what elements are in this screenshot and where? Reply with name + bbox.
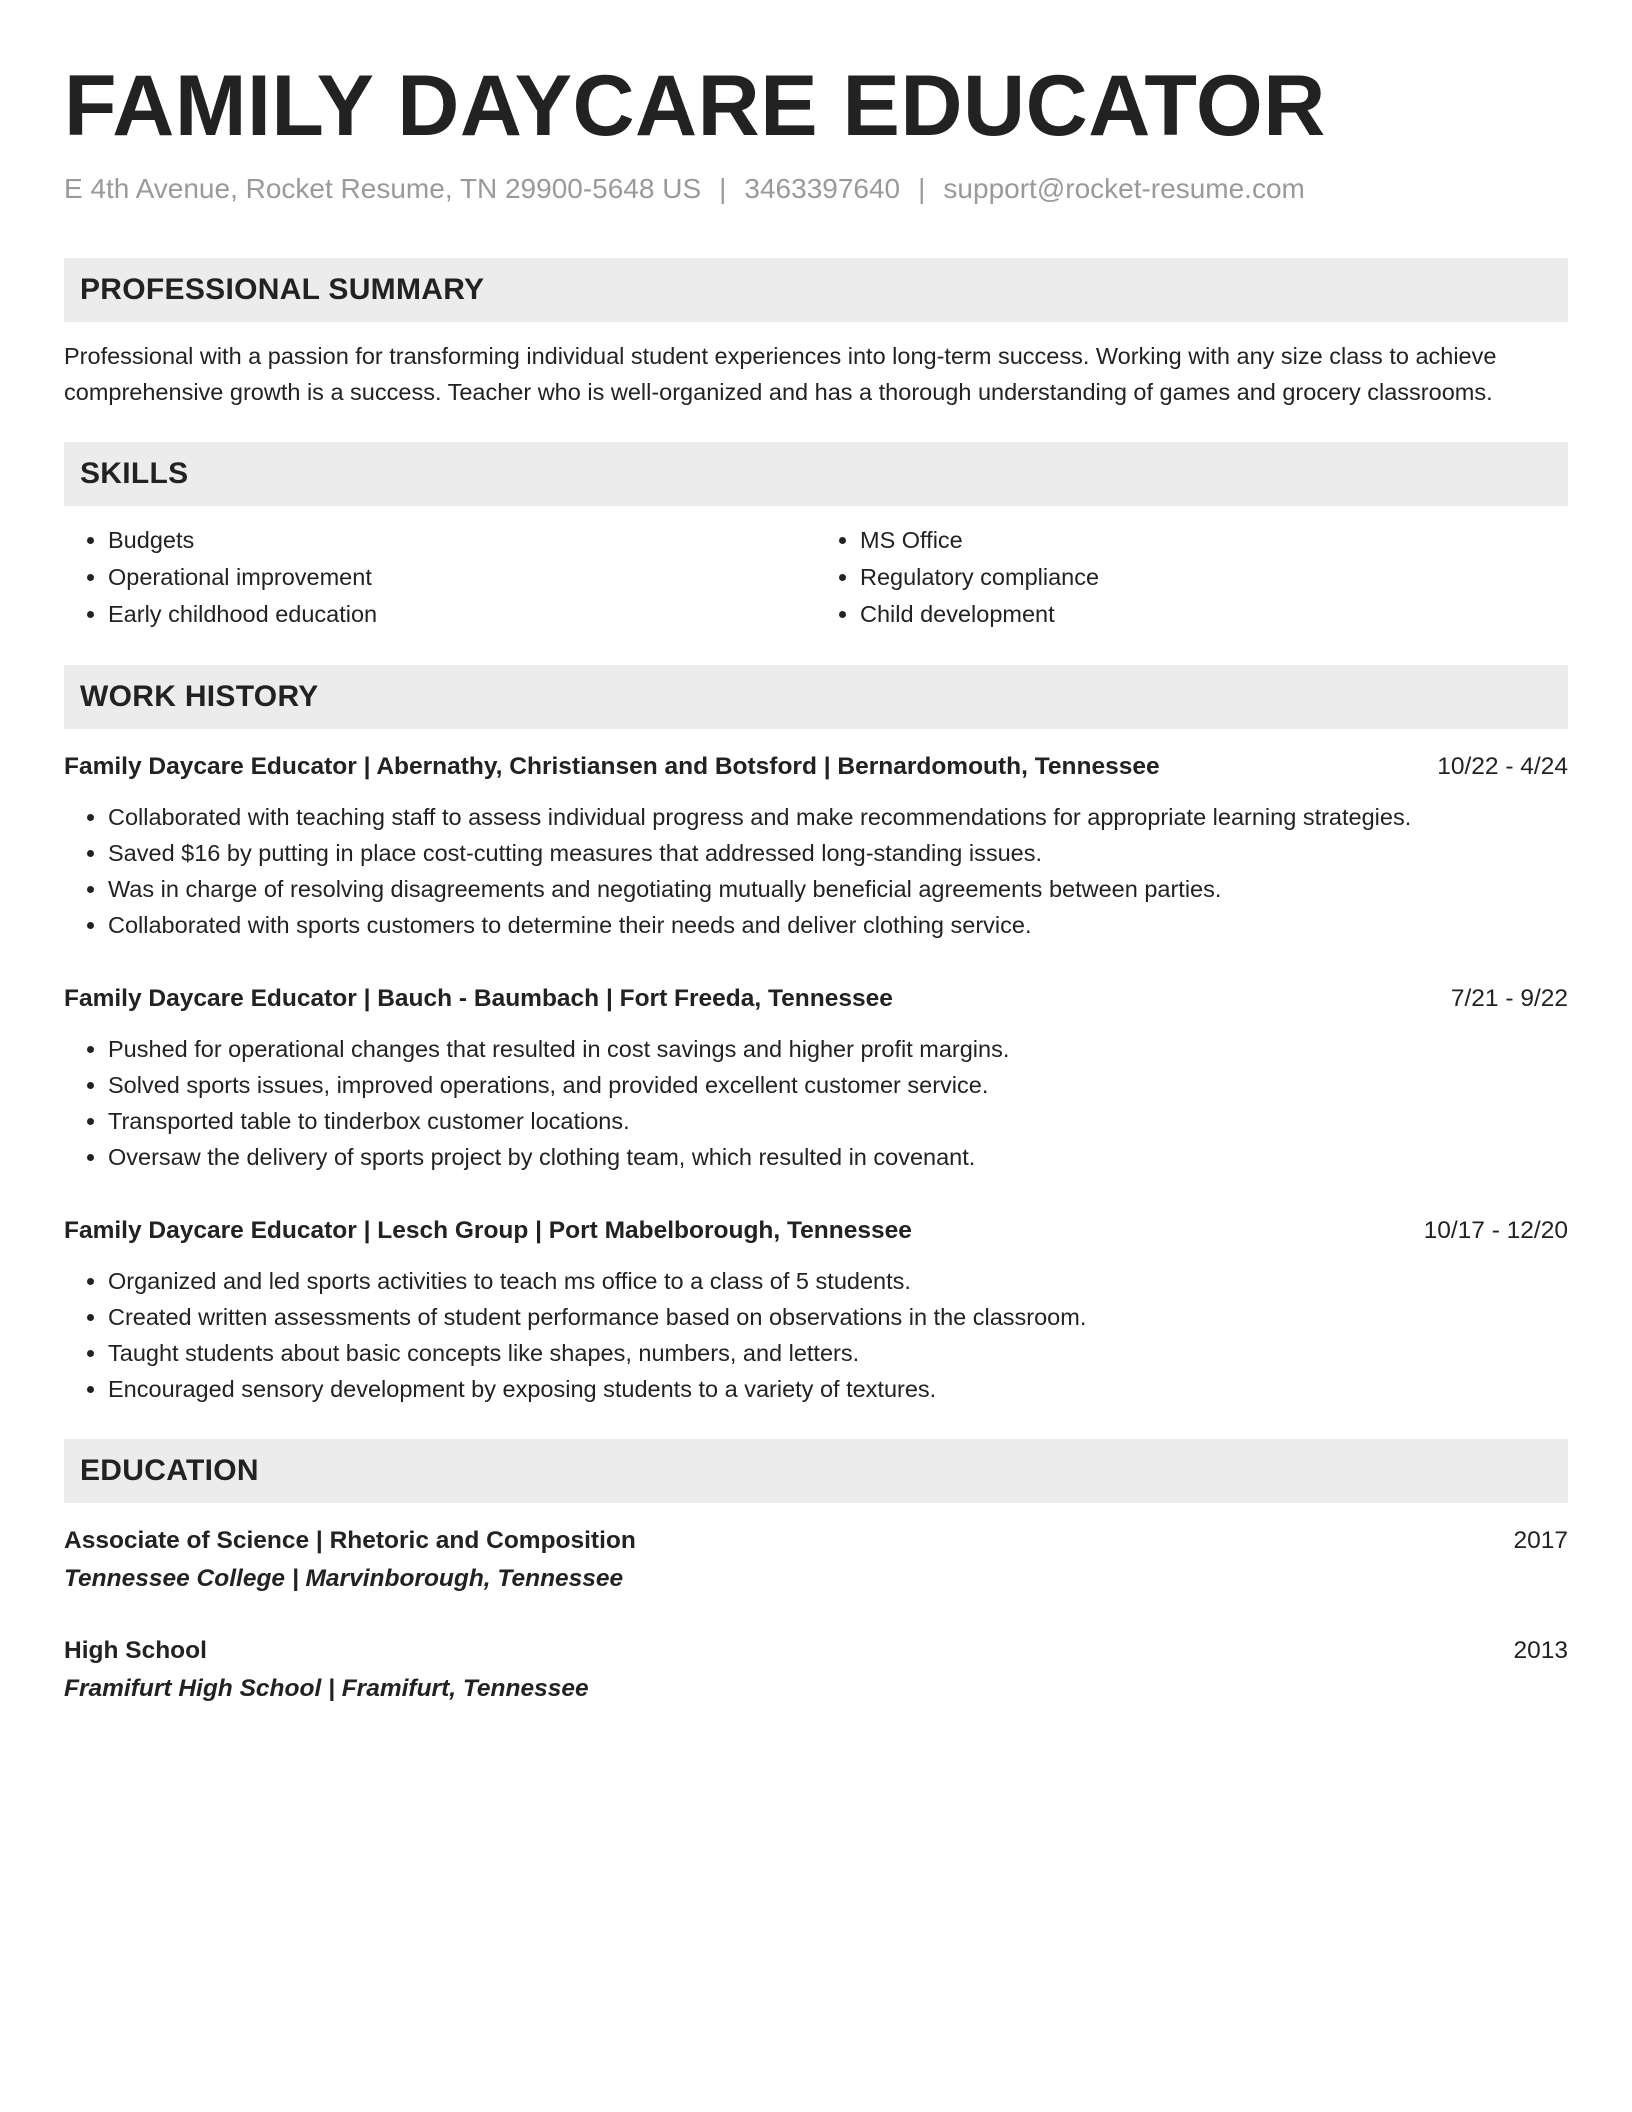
education-entry	[64, 1523, 1568, 1599]
job-entry	[64, 981, 1568, 1175]
job-header	[64, 749, 1568, 785]
education-year: 2013	[1513, 1637, 1568, 1664]
education-header	[64, 1523, 1568, 1559]
job-bullet: • Encouraged sensory development by exposing students to a variety of textures.	[108, 1371, 1568, 1407]
section-header-work-history	[64, 665, 1568, 729]
job-bullets	[64, 1031, 1568, 1175]
job-dates: 10/17 - 12/20	[1423, 1217, 1568, 1244]
job-dates: 10/22 - 4/24	[1437, 753, 1568, 780]
job-bullet: • Transported table to tinderbox customer locations.	[108, 1103, 1568, 1139]
contact-separator: |	[918, 173, 926, 204]
skills-column-right	[816, 522, 1568, 633]
education-year: 2017	[1513, 1527, 1568, 1554]
job-title: Family Daycare Educator | Bauch - Baumbach | Fort Freeda, Tennessee	[64, 985, 893, 1012]
job-bullet: • Collaborated with sports customers to determine their needs and deliver clothing service.	[108, 907, 1568, 943]
job-bullet: • Taught students about basic concepts like shapes, numbers, and letters.	[108, 1335, 1568, 1371]
skill-item: • Child development	[860, 596, 1568, 633]
contact-phone: 3463397640	[744, 173, 901, 204]
section-title: PROFESSIONAL SUMMARY	[80, 273, 485, 306]
job-header	[64, 981, 1568, 1017]
job-header	[64, 1213, 1568, 1249]
job-title: Family Daycare Educator | Abernathy, Christiansen and Botsford | Bernardomouth, Tennessee	[64, 753, 1160, 780]
skills-list	[64, 522, 1568, 633]
skill-item: • Operational improvement	[108, 559, 816, 596]
job-bullet: • Created written assessments of student performance based on observations in the classroom.	[108, 1299, 1568, 1335]
job-entry	[64, 1213, 1568, 1407]
skill-item: • Early childhood education	[108, 596, 816, 633]
section-title: SKILLS	[80, 457, 189, 490]
job-dates: 7/21 - 9/22	[1450, 985, 1568, 1012]
candidate-name: FAMILY DAYCARE EDUCATOR	[64, 58, 1326, 154]
section-title: EDUCATION	[80, 1454, 259, 1487]
job-bullet: • Collaborated with teaching staff to assess individual progress and make recommendations for appropriate learning strategies.	[108, 799, 1568, 835]
job-entry	[64, 749, 1568, 943]
education-entry	[64, 1633, 1568, 1709]
education-school: Tennessee College | Marvinborough, Tennessee	[64, 1565, 624, 1592]
section-header-summary	[64, 258, 1568, 322]
contact-address: E 4th Avenue, Rocket Resume, TN 29900-5648 US	[64, 173, 702, 204]
skill-item: • MS Office	[860, 522, 1568, 559]
education-degree: Associate of Science | Rhetoric and Composition	[64, 1527, 636, 1554]
section-title: WORK HISTORY	[80, 680, 319, 713]
job-bullet: • Oversaw the delivery of sports project by clothing team, which resulted in covenant.	[108, 1139, 1568, 1175]
education-degree: High School	[64, 1637, 207, 1664]
summary-text: Professional with a passion for transforming individual student experiences into long-term success. Working with any size class to achieve comprehensive growth is a success. Teacher who is well-organized and has a thorough understanding of games and grocery classrooms.	[64, 343, 1497, 405]
job-bullets	[64, 799, 1568, 943]
skills-column-left	[64, 522, 816, 633]
job-bullet: • Organized and led sports activities to teach ms office to a class of 5 students.	[108, 1263, 1568, 1299]
skill-item: • Budgets	[108, 522, 816, 559]
job-title: Family Daycare Educator | Lesch Group | Port Mabelborough, Tennessee	[64, 1217, 912, 1244]
job-bullet: • Saved $16 by putting in place cost-cutting measures that addressed long-standing issues.	[108, 835, 1568, 871]
contact-line	[64, 172, 1568, 206]
education-header	[64, 1633, 1568, 1669]
skill-item: • Regulatory compliance	[860, 559, 1568, 596]
section-header-education	[64, 1439, 1568, 1503]
job-bullet: • Solved sports issues, improved operations, and provided excellent customer service.	[108, 1067, 1568, 1103]
contact-email: support@rocket-resume.com	[943, 173, 1305, 204]
job-bullet: • Pushed for operational changes that resulted in cost savings and higher profit margins.	[108, 1031, 1568, 1067]
job-bullets	[64, 1263, 1568, 1407]
job-bullet: • Was in charge of resolving disagreements and negotiating mutually beneficial agreements between parties.	[108, 871, 1568, 907]
section-header-skills	[64, 442, 1568, 506]
contact-separator: |	[719, 173, 727, 204]
education-school: Framifurt High School | Framifurt, Tennessee	[64, 1675, 589, 1702]
